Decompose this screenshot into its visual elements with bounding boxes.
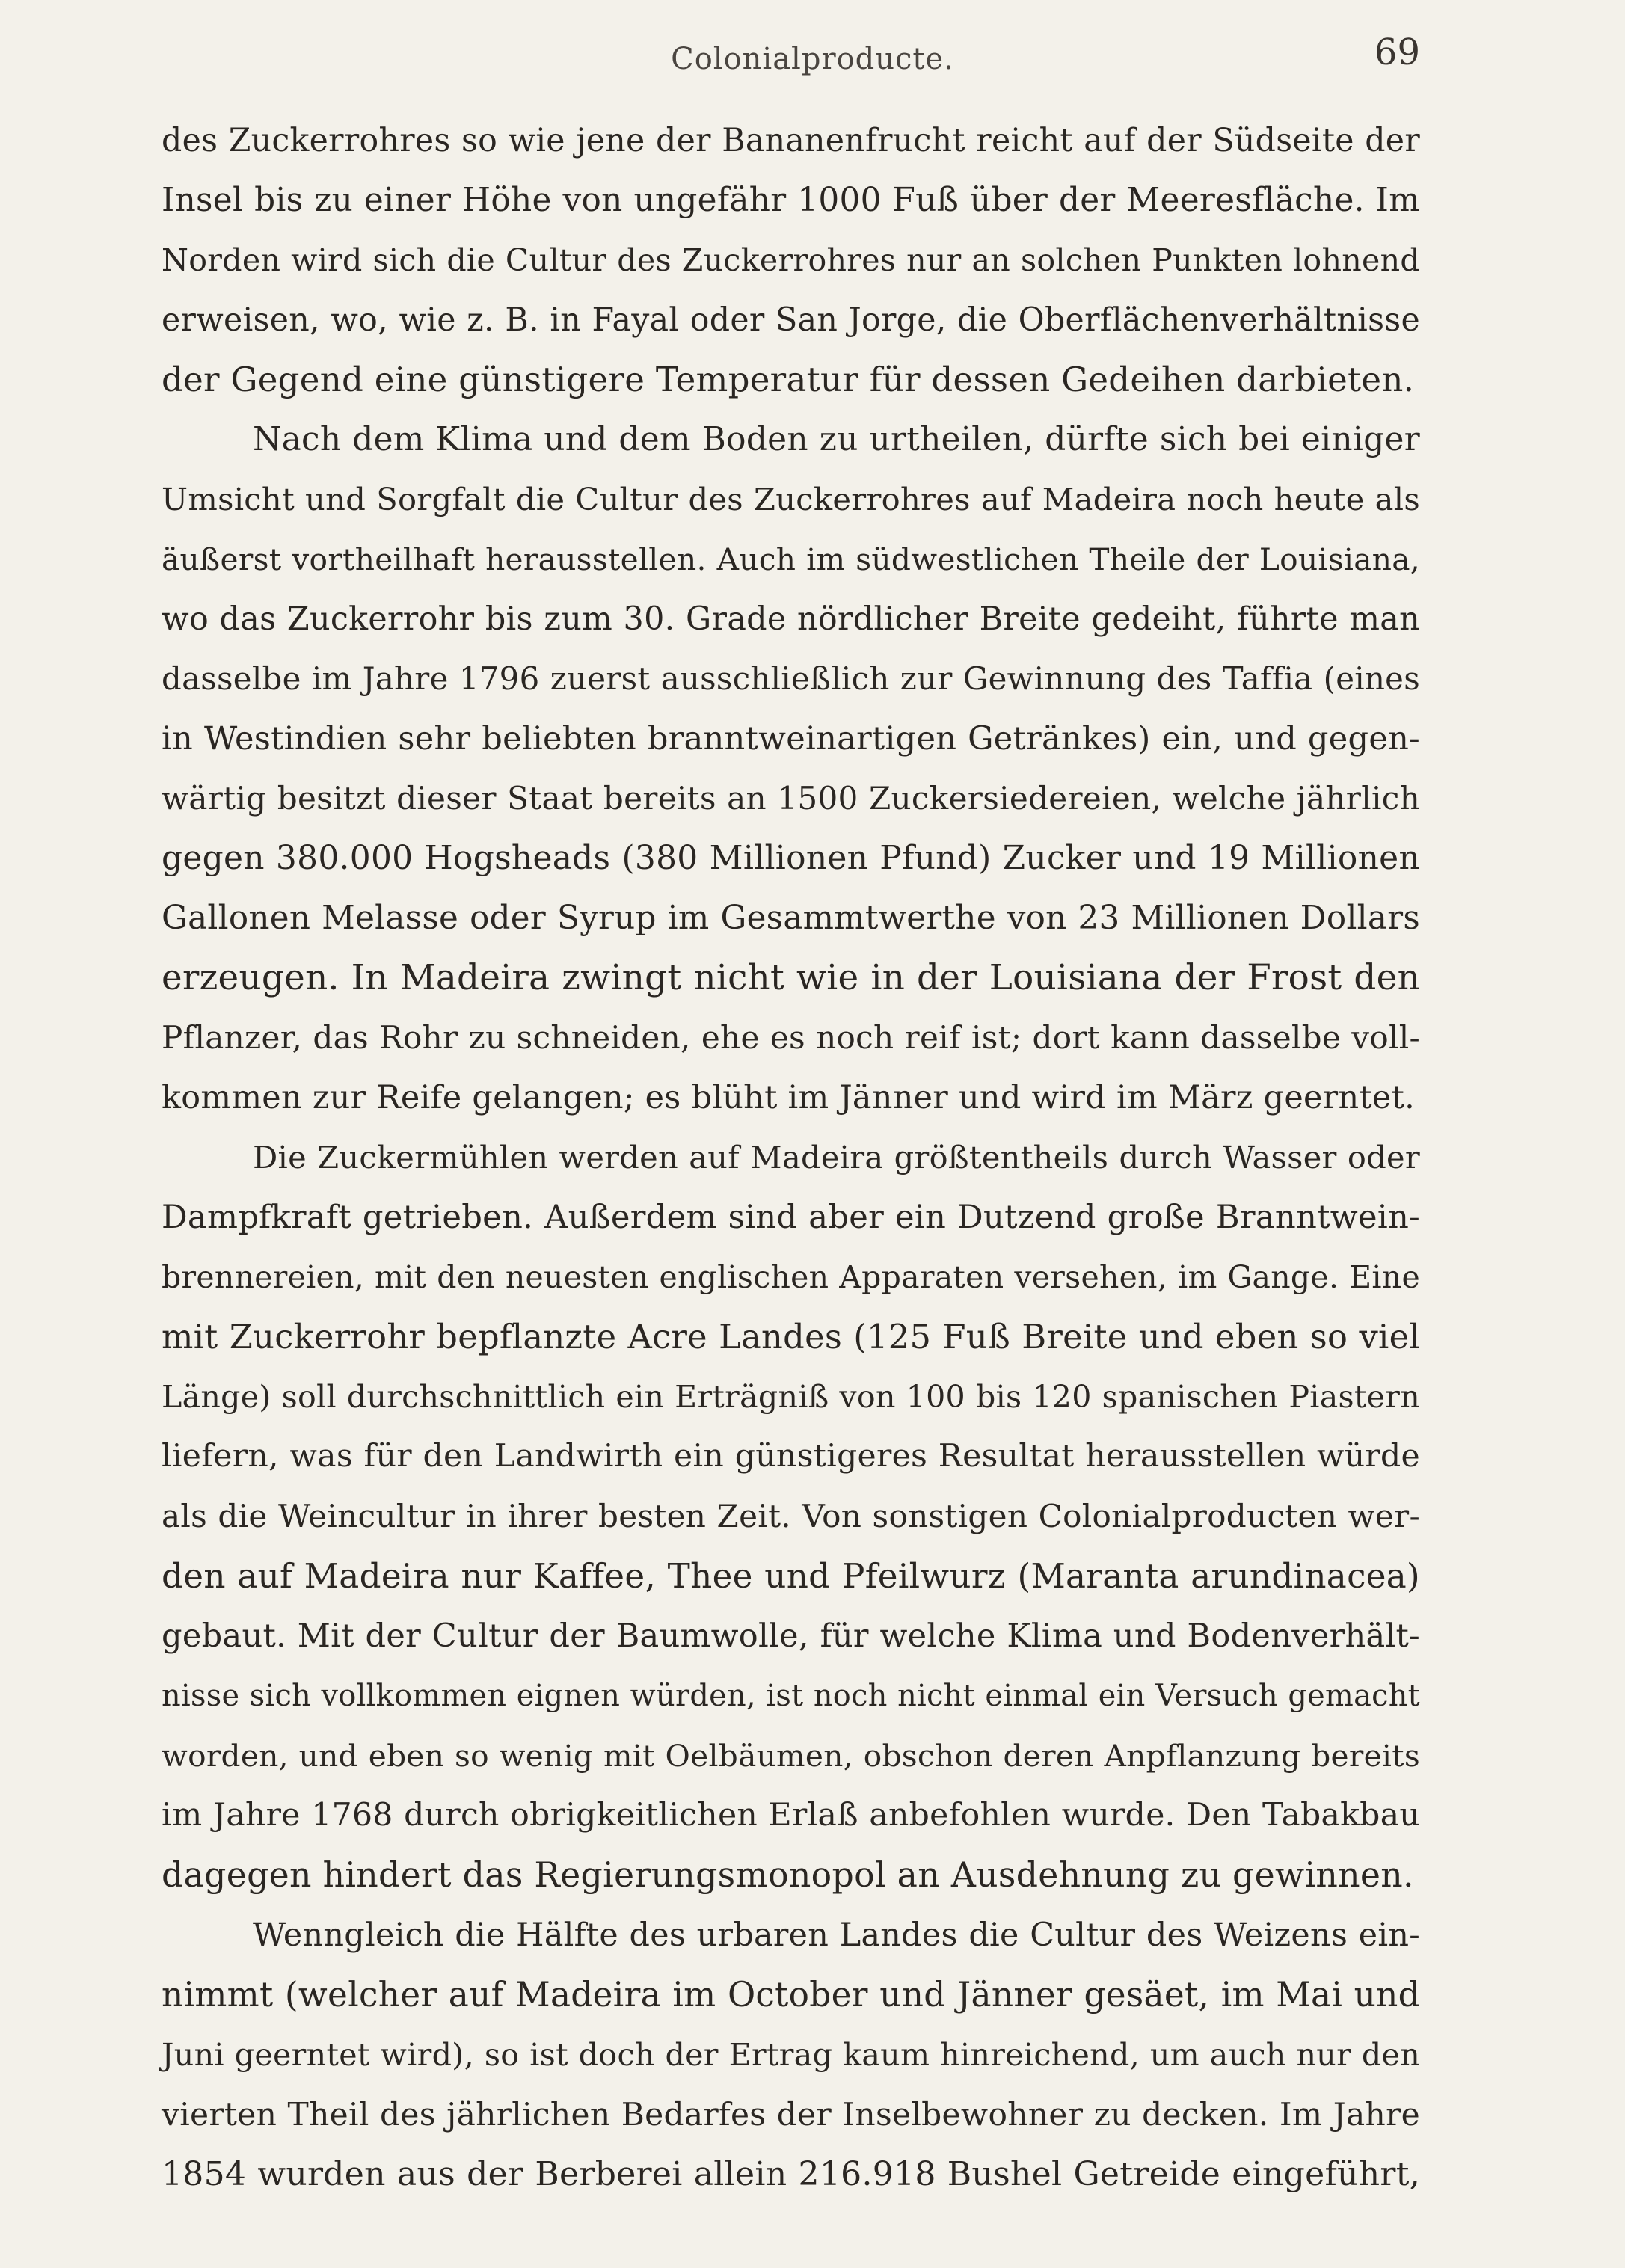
text-line: nimmt (welcher auf Madeira im October und Jänner gesäet, im Mai und <box>162 1975 1420 2015</box>
text-line: kommen zur Reife gelangen; es blüht im Jänner und wird im März geerntet. <box>162 1079 1416 1116</box>
page-number: 69 <box>1374 31 1420 73</box>
text-line: Dampfkraft getrieben. Außerdem sind aber ein Dutzend große Branntwein- <box>162 1199 1420 1236</box>
text-line: den auf Madeira nur Kaffee, Thee und Pfeilwurz (Maranta arundinacea) <box>162 1556 1420 1596</box>
text-line: 1854 wurden aus der Berberei allein 216.918 Bushel Getreide eingeführt, <box>162 2155 1420 2193</box>
text-line: worden, und eben so wenig mit Oelbäumen, obschon deren Anpflanzung bereits <box>162 1738 1420 1774</box>
paragraph-4 <box>162 1905 1420 2204</box>
text-line: wärtig besitzt dieser Staat bereits an 1500 Zuckersiedereien, welche jährlich <box>162 780 1420 817</box>
text-line: erweisen, wo, wie z. B. in Fayal oder San Jorge, die Oberflächenverhältnisse <box>162 301 1420 339</box>
text-line: Norden wird sich die Cultur des Zuckerrohres nur an solchen Punkten lohnend <box>162 242 1420 278</box>
text-line: Pflanzer, das Rohr zu schneiden, ehe es noch reif ist; dort kann dasselbe voll- <box>162 1019 1420 1056</box>
text-line: Nach dem Klima und dem Boden zu urtheilen, dürfte sich bei einiger <box>253 420 1420 458</box>
text-line: dagegen hindert das Regierungsmonopol an Ausdehnung zu gewinnen. <box>162 1855 1414 1895</box>
text-line: in Westindien sehr beliebten branntweinartigen Getränkes) ein, und gegen- <box>162 720 1420 757</box>
text-line: erzeugen. In Madeira zwingt nicht wie in der Louisiana der Frost den <box>162 958 1420 998</box>
text-line: äußerst vortheilhaft herausstellen. Auch im südwestlichen Theile der Louisiana, <box>162 541 1420 577</box>
text-line: im Jahre 1768 durch obrigkeitlichen Erlaß anbefohlen wurde. Den Tabakbau <box>162 1797 1420 1834</box>
text-line: mit Zuckerrohr bepflanzte Acre Landes (125 Fuß Breite und eben so viel <box>162 1317 1420 1356</box>
text-line: als die Weincultur in ihrer besten Zeit. Von sonstigen Colonialproducten wer- <box>162 1498 1420 1534</box>
paragraph-3 <box>162 1128 1420 1905</box>
text-line: Juni geerntet wird), so ist doch der Ertrag kaum hinreichend, um auch nur den <box>162 2037 1420 2073</box>
text-line: brennereien, mit den neuesten englischen Apparaten versehen, im Gange. Eine <box>162 1259 1420 1295</box>
text-line: Gallonen Melasse oder Syrup im Gesammtwerthe von 23 Millionen Dollars <box>162 900 1420 937</box>
text-line: nisse sich vollkommen eignen würden, ist noch nicht einmal ein Versuch gemacht <box>162 1679 1420 1713</box>
text-line: wo das Zuckerrohr bis zum 30. Grade nördlicher Breite gedeiht, führte man <box>162 600 1420 638</box>
running-head-title: Colonialproducte. <box>671 42 954 76</box>
text-line: gegen 380.000 Hogsheads (380 Millionen Pfund) Zucker und 19 Millionen <box>162 839 1420 877</box>
text-line: liefern, was für den Landwirth ein günstigeres Resultat herausstellen würde <box>162 1438 1420 1475</box>
body-text <box>162 111 1420 2204</box>
text-line: vierten Theil des jährlichen Bedarfes der Inselbewohner zu decken. Im Jahre <box>162 2096 1420 2133</box>
text-line: Länge) soll durchschnittlich ein Erträgniß von 100 bis 120 spanischen Piastern <box>162 1379 1420 1415</box>
text-line: Umsicht und Sorgfalt die Cultur des Zuckerrohres auf Madeira noch heute als <box>162 481 1420 517</box>
text-line: Insel bis zu einer Höhe von ungefähr 1000 Fuß über der Meeresfläche. Im <box>162 181 1420 219</box>
text-line: Wenngleich die Hälfte des urbaren Landes die Cultur des Weizens ein- <box>253 1917 1420 1954</box>
text-line: gebaut. Mit der Cultur der Baumwolle, für welche Klima und Bodenverhält- <box>162 1617 1420 1655</box>
paragraph-1 <box>162 111 1420 410</box>
text-line: Die Zuckermühlen werden auf Madeira größtentheils durch Wasser oder <box>253 1139 1420 1176</box>
paragraph-2 <box>162 410 1420 1128</box>
text-line: dasselbe im Jahre 1796 zuerst ausschließlich zur Gewinnung des Taffia (eines <box>162 660 1420 697</box>
text-line: der Gegend eine günstigere Temperatur für dessen Gedeihen darbieten. <box>162 360 1415 399</box>
running-head <box>0 31 1625 91</box>
text-line: des Zuckerrohres so wie jene der Bananenfrucht reicht auf der Südseite der <box>162 122 1420 159</box>
